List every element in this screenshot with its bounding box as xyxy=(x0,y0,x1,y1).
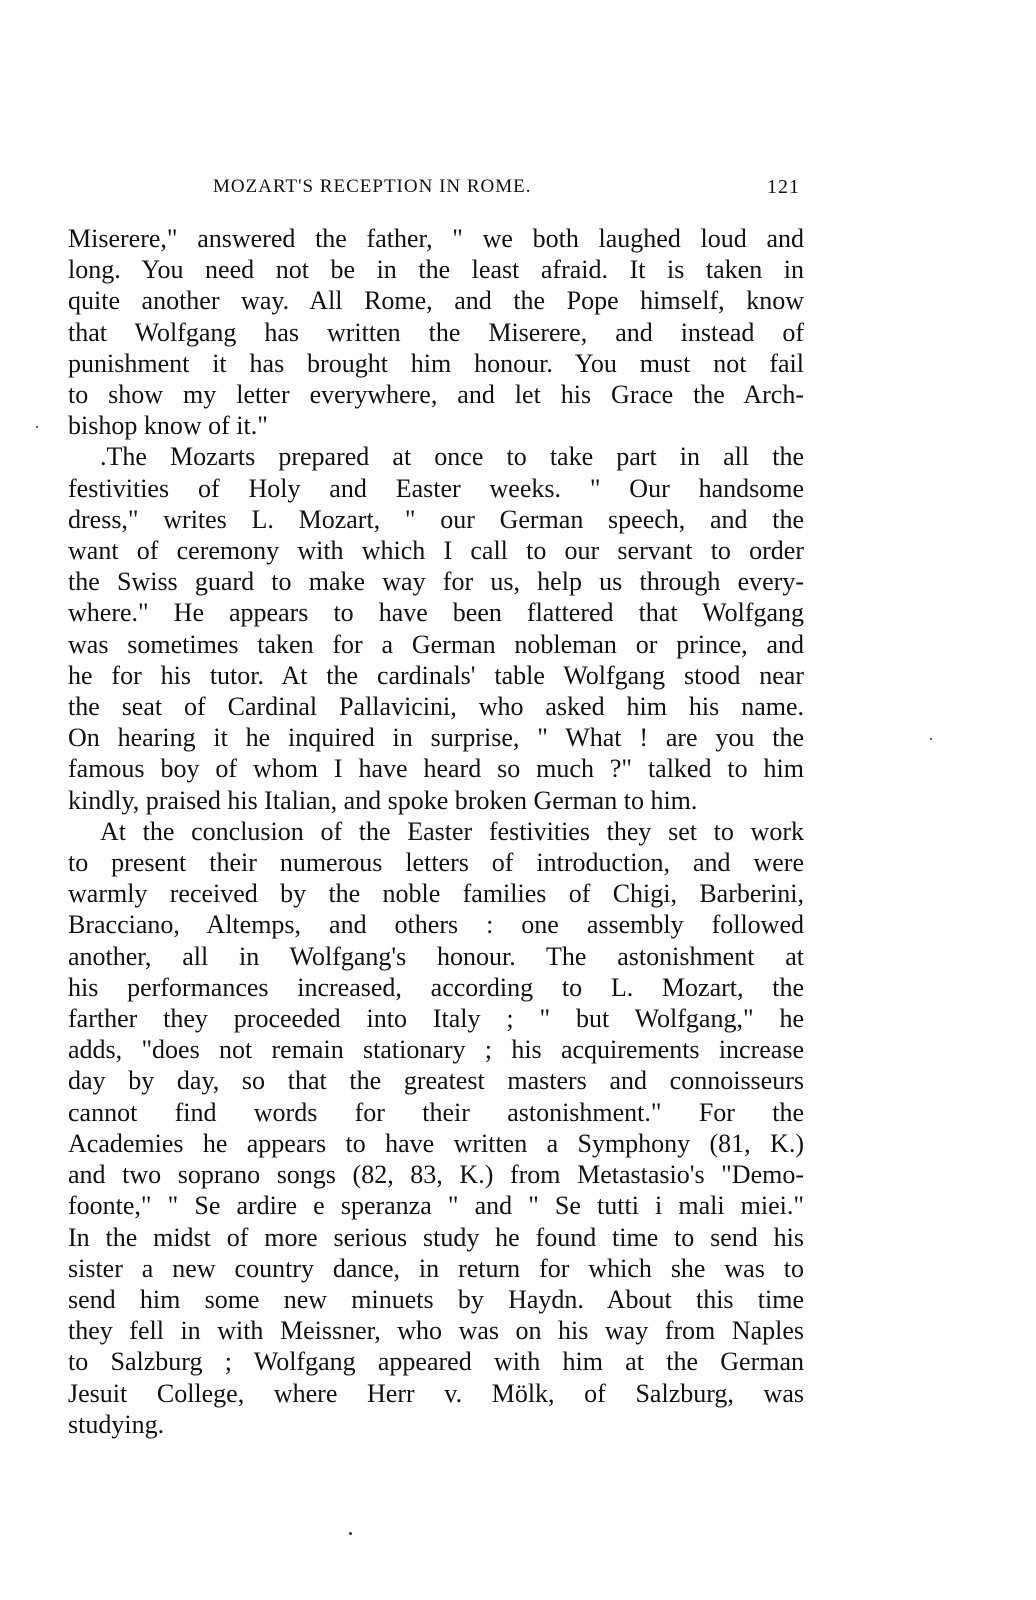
text-line: long. You need not be in the least afraid. It is taken in xyxy=(68,255,804,285)
text-line: farther they proceeded into Italy ; " but Wolfgang," he xyxy=(68,1004,804,1034)
text-line: where." He appears to have been flattered that Wolfgang xyxy=(68,598,804,628)
text-line: want of ceremony with which I call to our servant to order xyxy=(68,536,804,566)
scan-speck xyxy=(36,426,38,428)
text-line: send him some new minuets by Haydn. About this time xyxy=(68,1284,804,1314)
text-line: sister a new country dance, in return for which she was to xyxy=(68,1253,804,1283)
text-line: warmly received by the noble families of Chigi, Barberini, xyxy=(68,879,804,909)
page-number: 121 xyxy=(767,176,800,198)
text-line: At the conclusion of the Easter festivities they set to work xyxy=(100,816,804,846)
text-line: On hearing it he inquired in surprise, " What ! are you the xyxy=(68,723,804,753)
text-line: festivities of Holy and Easter weeks. " Our handsome xyxy=(68,473,804,503)
text-line: Jesuit College, where Herr v. Mölk, of Salzburg, was xyxy=(68,1378,804,1408)
text-line: punishment it has brought him honour. You must not fail xyxy=(68,348,804,378)
scan-speck xyxy=(349,1532,352,1535)
text-line: to present their numerous letters of introduction, and were xyxy=(68,848,804,878)
text-line: cannot find words for their astonishment." For the xyxy=(68,1097,804,1127)
text-line: the seat of Cardinal Pallavicini, who asked him his name. xyxy=(68,692,804,722)
text-line: In the midst of more serious study he found time to send his xyxy=(68,1222,804,1252)
text-line: and two soprano songs (82, 83, K.) from Metastasio's "Demo- xyxy=(68,1160,804,1190)
text-line: that Wolfgang has written the Miserere, and instead of xyxy=(68,317,804,347)
text-line: to show my letter everywhere, and let his Grace the Arch- xyxy=(68,380,804,410)
text-line: kindly, praised his Italian, and spoke broken German to him. xyxy=(68,785,698,815)
text-line: studying. xyxy=(68,1409,165,1439)
text-line: he for his tutor. At the cardinals' table Wolfgang stood near xyxy=(68,660,804,690)
scan-speck xyxy=(930,738,932,740)
chapter-title: MOZART'S RECEPTION IN ROME. xyxy=(213,176,532,197)
text-line: foonte," " Se ardire e speranza " and " Se tutti i mali miei." xyxy=(68,1191,804,1221)
text-line: famous boy of whom I have heard so much ?" talked to him xyxy=(68,754,804,784)
paragraph xyxy=(68,441,804,815)
text-line: was sometimes taken for a German nobleman or prince, and xyxy=(68,629,804,659)
text-line: they fell in with Meissner, who was on his way from Naples xyxy=(68,1316,804,1346)
text-line: Academies he appears to have written a Symphony (81, K.) xyxy=(68,1128,804,1158)
text-line: another, all in Wolfgang's honour. The astonishment at xyxy=(68,941,804,971)
text-line: to Salzburg ; Wolfgang appeared with him at the German xyxy=(68,1347,804,1377)
text-line: bishop know of it." xyxy=(68,411,268,441)
text-line: his performances increased, according to L. Mozart, the xyxy=(68,972,804,1002)
text-line: .The Mozarts prepared at once to take part in all the xyxy=(100,442,804,472)
text-line: quite another way. All Rome, and the Pope himself, know xyxy=(68,286,804,316)
text-line: the Swiss guard to make way for us, help us through every- xyxy=(68,567,804,597)
paragraph xyxy=(68,816,804,1440)
body-text xyxy=(68,223,804,1440)
text-line: day by day, so that the greatest masters and connoisseurs xyxy=(68,1066,804,1096)
running-head xyxy=(68,176,804,206)
text-line: dress," writes L. Mozart, " our German speech, and the xyxy=(68,504,804,534)
text-line: Bracciano, Altemps, and others : one assembly followed xyxy=(68,910,804,940)
text-line: adds, "does not remain stationary ; his acquirements increase xyxy=(68,1035,804,1065)
paragraph xyxy=(68,223,804,441)
text-line: Miserere," answered the father, " we both laughed loud and xyxy=(68,224,804,253)
